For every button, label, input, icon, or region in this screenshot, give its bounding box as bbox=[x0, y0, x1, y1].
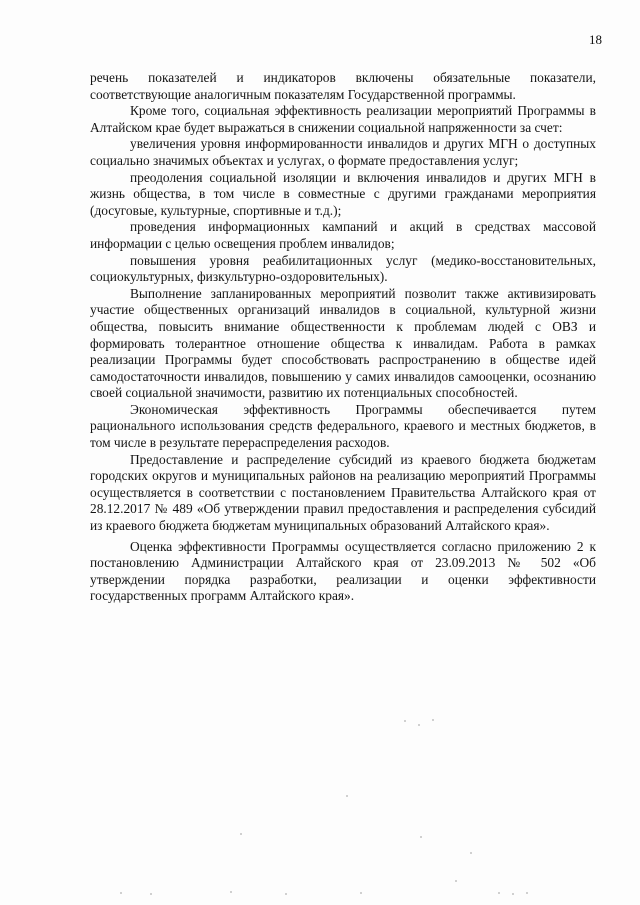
paragraph-economic-efficiency: Экономическая эффективность Программы обеспечивается путем рационального использования средств федерального, краевого и местных бюджетов, в том числе в результате перераспределения расходов. bbox=[90, 401, 596, 451]
paragraph-social-efficiency: Кроме того, социальная эффективность реализации мероприятий Программы в Алтайском крае будет выражаться в снижении социальной напряженности за счет: bbox=[90, 103, 596, 135]
paragraph-item-campaigns: проведения информационных кампаний и акций в средствах массовой информации с целью освещения проблем инвалидов; bbox=[90, 219, 596, 251]
paragraph-activities: Выполнение запланированных мероприятий позволит также активизировать участие общественных организаций инвалидов в социальной, культурной жизни общества, повысить внимание общественности к проблемам людей с ОВЗ и формировать толерантное отношение общества к инвалидам. Работа в рамках реализации Программы будет способствовать распространению в обществе идей самодостаточности инвалидов, повышению у самих инвалидов самооценки, осознанию своей социальной значимости, развитию их потенциальных способностей. bbox=[90, 285, 596, 401]
paragraph-item-isolation: преодоления социальной изоляции и включения инвалидов и других МГН в жизнь общества, в том числе в совместные с другими гражданами мероприятия (досуговые, культурные, спортивные и т.д.); bbox=[90, 169, 596, 218]
paragraph-evaluation: Оценка эффективности Программы осуществляется согласно приложению 2 к постановлению Администрации Алтайского края от 23.09.2013 № 502 «Об утверждении порядка разработки, реализации и оценки эффективности государственных программ Алтайского края». bbox=[90, 538, 596, 604]
paragraph-indicators: речень показателей и индикаторов включены обязательные показатели, соответствующие аналогичным показателям Государственной программы. bbox=[90, 70, 596, 102]
page-number: 18 bbox=[589, 32, 602, 47]
paragraph-item-informing: увеличения уровня информированности инвалидов и других МГН о доступных социально значимых объектах и услугах, о формате предоставления услуг; bbox=[90, 136, 596, 168]
paragraph-item-rehabilitation: повышения уровня реабилитационных услуг (медико-восстановительных, социокультурных, физкультурно-оздоровительных). bbox=[90, 252, 596, 285]
body-text bbox=[90, 70, 596, 605]
paragraph-subsidies: Предоставление и распределение субсидий из краевого бюджета бюджетам городских округов и муниципальных районов на реализацию мероприятий Программы осуществляется в соответствии с постановлением Правительства Алтайского края от 28.12.2017 № 489 «Об утверждении правил предоставления и распределения субсидий из краевого бюджета бюджетам муниципальных образований Алтайского края». bbox=[90, 451, 596, 534]
